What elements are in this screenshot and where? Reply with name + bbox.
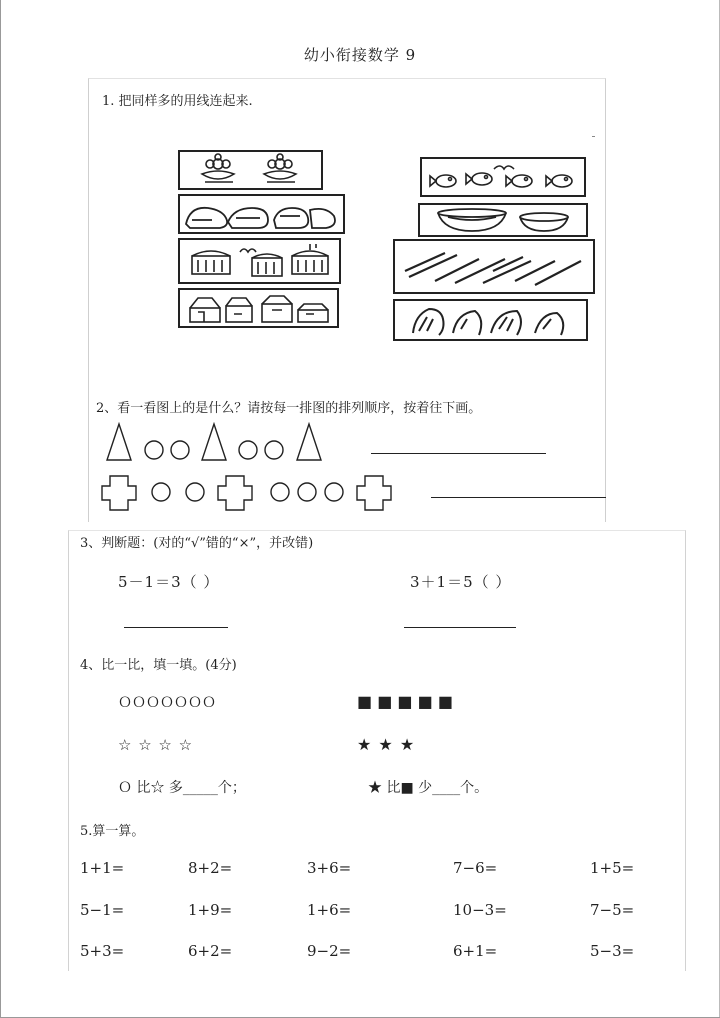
- triangle-shape: [107, 424, 131, 460]
- correction-answer-line: [404, 627, 516, 628]
- correction-answer-line: [124, 627, 228, 628]
- calc-item: 5−1=: [80, 901, 125, 919]
- calc-item: 3+6=: [307, 859, 352, 877]
- triangle-shape: [297, 424, 321, 460]
- squares-row: ■ ■ ■ ■ ■: [357, 692, 453, 711]
- page-border: [0, 0, 1, 1018]
- page-title: 幼小衔接数学 9: [303, 46, 417, 64]
- circle-shape: [171, 441, 189, 459]
- calc-item: 1+9=: [188, 901, 233, 919]
- shoes-picture: [178, 194, 345, 234]
- drawing-answer-line: [431, 497, 606, 498]
- cakes-picture: [178, 238, 341, 284]
- pattern-row-2: [100, 472, 395, 512]
- calc-item: 7−6=: [453, 859, 498, 877]
- calc-item: 6+1=: [453, 942, 498, 960]
- calc-item: 1+6=: [307, 901, 352, 919]
- compare-sentence: Ｏ 比☆ 多_____个；: [118, 780, 246, 796]
- speck: [592, 136, 595, 137]
- pattern-row-1: [105, 422, 335, 464]
- circle-shape: [271, 483, 289, 501]
- circles-row: ＯＯＯＯＯＯＯ: [118, 695, 216, 711]
- circle-shape: [145, 441, 163, 459]
- cross-shape: [102, 476, 136, 510]
- circle-shape: [298, 483, 316, 501]
- circle-shape: [239, 441, 257, 459]
- circle-shape: [152, 483, 170, 501]
- calc-item: 7−5=: [590, 901, 635, 919]
- bowls-picture: [418, 203, 588, 237]
- houses-picture: [178, 288, 339, 328]
- judge-expression: 5－1＝3（ ）: [118, 573, 220, 591]
- cross-shape: [218, 476, 252, 510]
- question-3-prompt: 3、判断题：(对的“√”错的“×”，并改错): [80, 536, 314, 551]
- calc-item: 1+1=: [80, 859, 125, 877]
- question-5-prompt: 5.算一算。: [80, 824, 145, 839]
- triangle-shape: [202, 424, 226, 460]
- calc-item: 5−3=: [590, 942, 635, 960]
- circle-shape: [186, 483, 204, 501]
- drawing-answer-line: [371, 453, 546, 454]
- judge-expression: 3＋1＝5（ ）: [410, 573, 512, 591]
- question-2-prompt: 2、看一看图上的是什么？请按每一排图的排列顺序，按着往下画。: [96, 401, 482, 416]
- question-1-prompt: 1. 把同样多的用线连起来.: [102, 94, 253, 109]
- pencils-picture: [393, 239, 595, 294]
- flowers-picture: [178, 150, 323, 190]
- calc-item: 1+5=: [590, 859, 635, 877]
- cross-shape: [357, 476, 391, 510]
- calc-item: 5+3=: [80, 942, 125, 960]
- calc-item: 6+2=: [188, 942, 233, 960]
- question-4-prompt: 4、比一比，填一填。(4分): [80, 658, 237, 673]
- fish-picture: [420, 157, 586, 197]
- gloves-picture: [393, 299, 588, 341]
- compare-sentence: ★ 比■ 少____个。: [368, 780, 489, 796]
- hollow-stars-row: ☆ ☆ ☆ ☆: [118, 736, 194, 754]
- calc-item: 10−3=: [453, 901, 507, 919]
- circle-shape: [325, 483, 343, 501]
- circle-shape: [265, 441, 283, 459]
- calc-item: 9−2=: [307, 942, 352, 960]
- solid-stars-row: ★ ★ ★: [357, 735, 416, 754]
- calc-item: 8+2=: [188, 859, 233, 877]
